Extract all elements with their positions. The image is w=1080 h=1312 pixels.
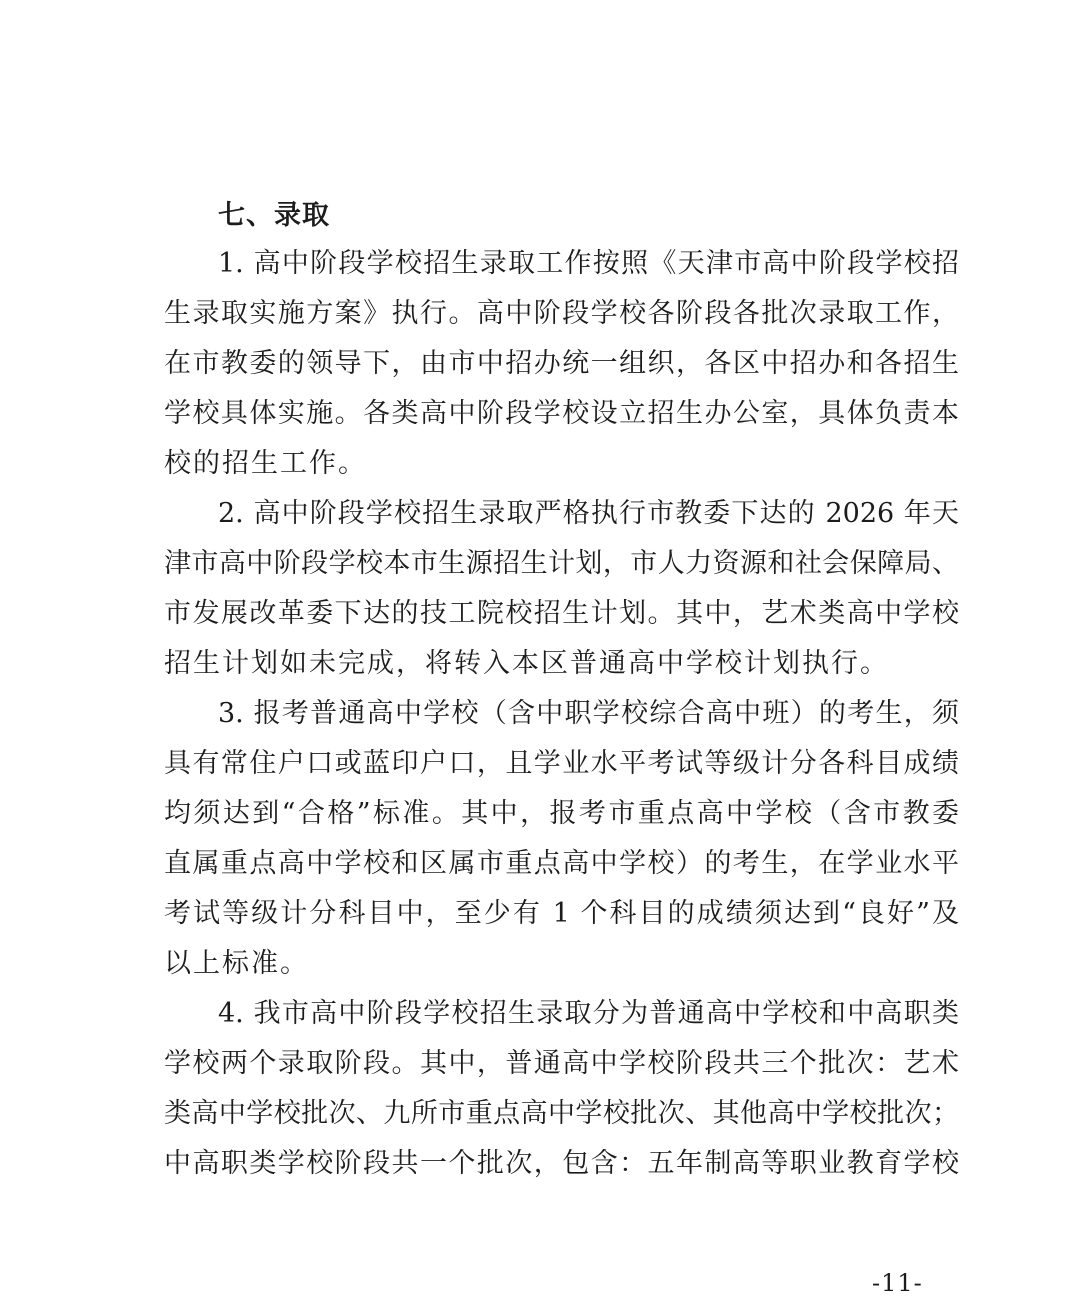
paragraph-3-line-1: 3. 报考普通高中学校（含中职学校综合高中班）的考生，须 — [218, 698, 959, 729]
paragraph-3-line-6: 以上标准。 — [164, 948, 309, 979]
section-title: 七、录取 — [218, 200, 330, 231]
paragraph-1-line-1: 1. 高中阶段学校招生录取工作按照《天津市高中阶段学校招 — [218, 248, 959, 279]
paragraph-2-line-3: 市发展改革委下达的技工院校招生计划。其中，艺术类高中学校 — [164, 598, 959, 629]
paragraph-1-line-5: 校的招生工作。 — [164, 448, 367, 479]
paragraph-1-line-2: 生录取实施方案》执行。高中阶段学校各阶段各批次录取工作， — [164, 298, 959, 329]
paragraph-3-line-2: 具有常住户口或蓝印户口，且学业水平考试等级计分各科目成绩 — [164, 748, 959, 779]
paragraph-3-line-3: 均须达到“合格”标准。其中，报考市重点高中学校（含市教委 — [164, 798, 959, 829]
paragraph-2-line-4: 招生计划如未完成，将转入本区普通高中学校计划执行。 — [164, 648, 889, 679]
paragraph-2-line-2: 津市高中阶段学校本市生源招生计划，市人力资源和社会保障局、 — [164, 548, 959, 579]
paragraph-2-line-1: 2. 高中阶段学校招生录取严格执行市教委下达的 2026 年天 — [218, 498, 959, 529]
paragraph-4-line-1: 4. 我市高中阶段学校招生录取分为普通高中学校和中高职类 — [218, 998, 959, 1029]
page-number: -11- — [872, 1269, 923, 1297]
paragraph-1-line-4: 学校具体实施。各类高中阶段学校设立招生办公室，具体负责本 — [164, 398, 959, 429]
paragraph-3-line-5: 考试等级计分科目中，至少有 1 个科目的成绩须达到“良好”及 — [164, 898, 959, 929]
paragraph-4-line-3: 类高中学校批次、九所市重点高中学校批次、其他高中学校批次； — [164, 1098, 959, 1129]
paragraph-3-line-4: 直属重点高中学校和区属市重点高中学校）的考生，在学业水平 — [164, 848, 959, 879]
paragraph-4-line-2: 学校两个录取阶段。其中，普通高中学校阶段共三个批次：艺术 — [164, 1048, 959, 1079]
paragraph-4-line-4: 中高职类学校阶段共一个批次，包含：五年制高等职业教育学校 — [164, 1148, 959, 1179]
paragraph-1-line-3: 在市教委的领导下，由市中招办统一组织，各区中招办和各招生 — [164, 348, 959, 379]
